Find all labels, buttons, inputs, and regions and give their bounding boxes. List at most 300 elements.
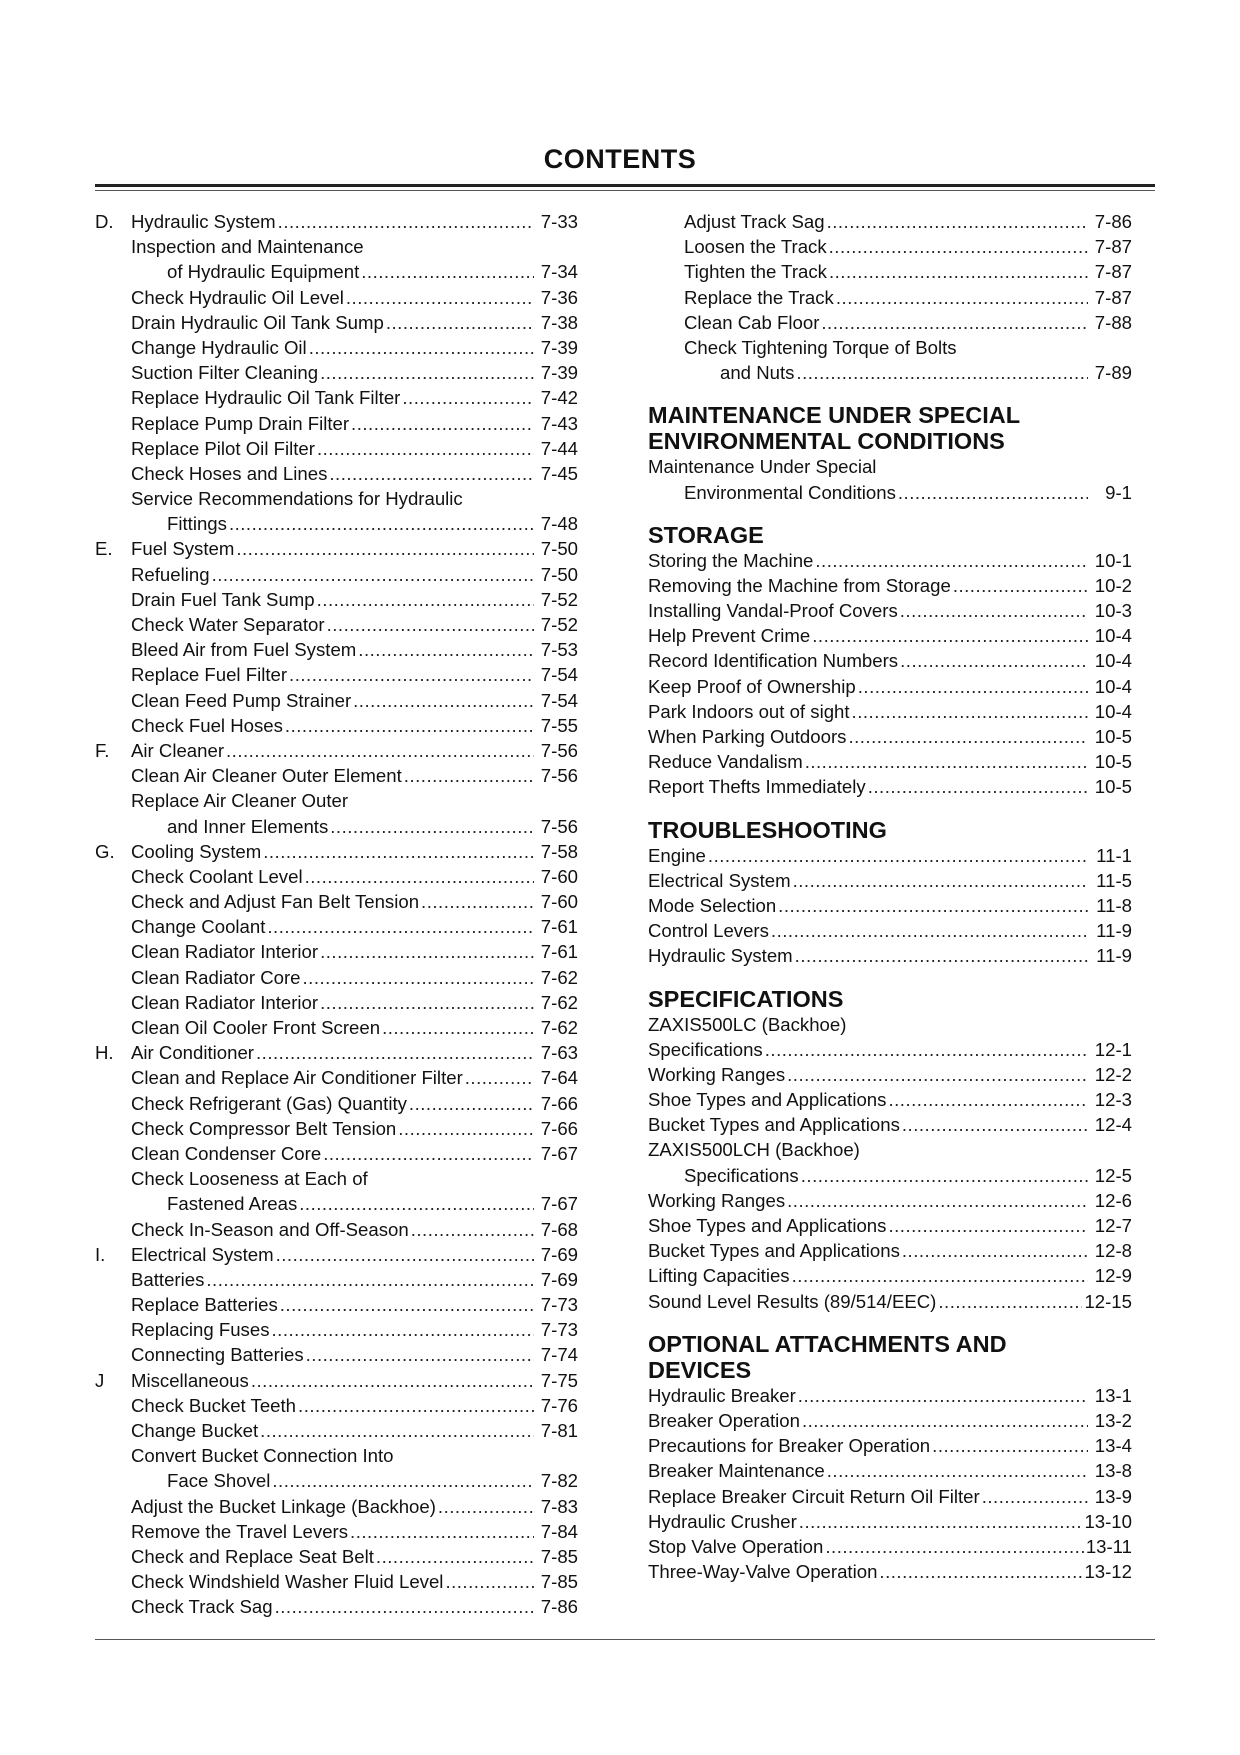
dot-leader	[409, 1091, 534, 1116]
dot-leader	[805, 749, 1088, 774]
dot-leader	[793, 868, 1088, 893]
toc-entry-title: Check Bucket Teeth	[131, 1394, 297, 1416]
toc-entry[interactable]	[95, 1317, 578, 1342]
dot-leader	[272, 1317, 535, 1342]
toc-entry-title: Keep Proof of Ownership	[648, 675, 856, 697]
section-letter: J	[95, 1369, 105, 1391]
toc-entry[interactable]	[95, 688, 578, 713]
dot-leader	[848, 724, 1088, 749]
toc-entry[interactable]	[648, 1112, 1132, 1137]
toc-entry[interactable]	[648, 1062, 1132, 1087]
toc-entry-title: Replace Batteries	[131, 1294, 278, 1316]
toc-page-number: 13-2	[1094, 1409, 1132, 1431]
toc-entry[interactable]	[648, 1012, 1132, 1037]
toc-entry-title: Working Ranges	[648, 1063, 786, 1085]
toc-entry-title: Shoe Types and Applications	[648, 1215, 887, 1236]
toc-entry[interactable]	[648, 573, 1132, 598]
toc-page-number: 10-5	[1094, 776, 1132, 798]
section-letter: D.	[95, 211, 114, 232]
toc-page-number: 7-44	[540, 437, 578, 459]
dot-leader	[815, 548, 1088, 573]
dot-leader	[386, 310, 534, 335]
toc-entry-title: Storing the Machine	[648, 549, 814, 571]
toc-entry[interactable]	[95, 1141, 578, 1166]
toc-entry[interactable]	[95, 864, 578, 889]
toc-entry[interactable]	[95, 788, 578, 813]
toc-entry-title: Change Coolant	[131, 916, 266, 938]
dot-leader	[353, 688, 534, 713]
toc-entry-title: Control Levers	[648, 920, 769, 942]
toc-entry-title: Inspection and Maintenance	[131, 236, 364, 258]
toc-entry[interactable]	[648, 1263, 1132, 1288]
toc-entry[interactable]	[648, 1509, 1132, 1534]
dot-leader	[953, 573, 1088, 598]
dot-leader	[361, 259, 534, 284]
toc-entry[interactable]	[95, 839, 578, 864]
toc-page-number: 7-61	[540, 916, 578, 938]
toc-entry[interactable]	[648, 1534, 1132, 1559]
toc-page-number: 12-9	[1094, 1265, 1132, 1287]
toc-page-number: 12-5	[1094, 1164, 1132, 1186]
toc-page-number: 7-85	[540, 1571, 578, 1593]
footer-rule	[95, 1639, 1155, 1640]
toc-entry[interactable]	[95, 436, 578, 461]
toc-entry-title: Check Compressor Belt Tension	[131, 1117, 397, 1139]
toc-page-number: 7-56	[540, 739, 578, 761]
toc-entry[interactable]	[95, 511, 578, 536]
toc-entry[interactable]	[648, 1213, 1132, 1238]
toc-page-number: 7-67	[540, 1193, 578, 1215]
dot-leader	[798, 1383, 1088, 1408]
section-heading: SPECIFICATIONS	[648, 985, 844, 1012]
dot-leader	[829, 259, 1088, 284]
toc-page-number: 7-60	[540, 865, 578, 887]
toc-entry[interactable]	[648, 1408, 1132, 1433]
toc-page-number: 7-68	[540, 1218, 578, 1240]
toc-entry[interactable]	[95, 662, 578, 687]
toc-entry-title: Fuel System	[131, 538, 235, 560]
toc-page-number: 10-4	[1094, 650, 1132, 672]
dot-leader	[327, 612, 534, 637]
toc-page-number: 7-53	[540, 639, 578, 661]
dot-leader	[888, 1087, 1088, 1112]
toc-entry-title: and Nuts	[720, 362, 795, 384]
toc-entry[interactable]	[648, 1037, 1132, 1062]
toc-page-number: 7-86	[1094, 211, 1132, 232]
toc-page-number: 7-86	[540, 1596, 578, 1618]
toc-page-number: 7-39	[540, 362, 578, 384]
toc-page-number: 7-50	[540, 563, 578, 585]
dot-leader	[351, 411, 534, 436]
dot-leader	[251, 1368, 534, 1393]
toc-page-number: 10-2	[1094, 574, 1132, 596]
toc-entry-title: Clean Oil Cooler Front Screen	[131, 1017, 381, 1038]
dot-leader	[329, 461, 534, 486]
toc-entry-title: Adjust the Bucket Linkage (Backhoe)	[131, 1495, 436, 1517]
toc-page-number: 7-87	[1094, 286, 1132, 308]
dot-leader	[827, 209, 1088, 234]
toc-page-number: 12-3	[1094, 1089, 1132, 1111]
dot-leader	[267, 914, 534, 939]
dot-leader	[879, 1559, 1082, 1584]
toc-entry-title: Drain Fuel Tank Sump	[131, 588, 315, 610]
section-heading: MAINTENANCE UNDER SPECIAL	[648, 402, 1021, 429]
dot-leader	[795, 943, 1088, 968]
dot-leader	[829, 234, 1088, 259]
toc-entry[interactable]	[95, 914, 578, 939]
toc-entry[interactable]	[95, 965, 578, 990]
dot-leader	[299, 1191, 534, 1216]
toc-entry-title: ZAXIS500LCH (Backhoe)	[648, 1139, 860, 1161]
toc-page-number: 13-9	[1094, 1485, 1132, 1507]
toc-entry[interactable]	[95, 1418, 578, 1443]
toc-entry[interactable]	[648, 1087, 1132, 1112]
toc-entry[interactable]	[95, 1368, 578, 1393]
toc-entry[interactable]	[95, 360, 578, 385]
dot-leader	[320, 939, 534, 964]
dot-leader	[765, 1037, 1088, 1062]
toc-entry[interactable]	[95, 1065, 578, 1090]
toc-page-number: 7-39	[540, 336, 578, 358]
dot-leader	[411, 1217, 534, 1242]
toc-entry[interactable]	[95, 587, 578, 612]
dot-leader	[938, 1289, 1082, 1314]
toc-page-number: 7-62	[540, 991, 578, 1013]
toc-entry[interactable]	[95, 939, 578, 964]
toc-entry-title: Change Hydraulic Oil	[131, 336, 307, 358]
toc-entry[interactable]	[648, 1137, 1132, 1162]
toc-entry-title: Specifications	[648, 1038, 763, 1060]
toc-page-number: 10-5	[1094, 751, 1132, 773]
dot-leader	[272, 1468, 534, 1493]
section-heading: TROUBLESHOOTING	[648, 816, 887, 843]
toc-entry-title: Park Indoors out of sight	[648, 700, 850, 722]
toc-entry[interactable]	[648, 724, 1132, 749]
toc-entry[interactable]	[95, 335, 578, 360]
toc-entry-title: Hydraulic System	[131, 211, 276, 232]
toc-page-number: 7-87	[1094, 261, 1132, 283]
section-letter: G.	[95, 840, 115, 862]
dot-leader	[317, 587, 534, 612]
toc-page-number: 7-76	[540, 1394, 578, 1416]
dot-leader	[821, 310, 1088, 335]
dot-leader	[708, 843, 1088, 868]
toc-entry[interactable]	[95, 637, 578, 662]
toc-entry[interactable]	[95, 1342, 578, 1367]
toc-entry[interactable]	[95, 763, 578, 788]
toc-page-number: 7-75	[540, 1369, 578, 1391]
toc-entry-title: Bleed Air from Fuel System	[131, 639, 357, 661]
toc-entry[interactable]	[648, 699, 1132, 724]
toc-entry[interactable]	[648, 335, 1132, 360]
toc-page-number: 7-69	[540, 1243, 578, 1265]
toc-entry-title: Check Windshield Washer Fluid Level	[131, 1571, 444, 1593]
toc-page-number: 7-61	[540, 941, 578, 963]
toc-entry[interactable]	[648, 1238, 1132, 1263]
toc-page-number: 12-2	[1094, 1063, 1132, 1085]
toc-entry[interactable]	[95, 612, 578, 637]
toc-entry[interactable]	[95, 1292, 578, 1317]
toc-entry[interactable]	[648, 1559, 1132, 1584]
toc-entry-title: Check Track Sag	[131, 1596, 273, 1618]
toc-entry[interactable]	[648, 360, 1132, 385]
toc-entry[interactable]	[95, 738, 578, 763]
toc-page-number: 11-8	[1096, 894, 1132, 916]
toc-entry[interactable]	[95, 259, 578, 284]
toc-entry[interactable]	[95, 1468, 578, 1493]
dot-leader	[836, 285, 1088, 310]
toc-entry[interactable]	[648, 868, 1132, 893]
toc-page-number: 12-6	[1094, 1189, 1132, 1211]
toc-entry-title: Clean Radiator Core	[131, 966, 301, 988]
toc-page-number: 12-15	[1084, 1290, 1132, 1312]
dot-leader	[858, 674, 1088, 699]
toc-page-number: 7-52	[540, 614, 578, 635]
toc-entry[interactable]	[648, 1484, 1132, 1509]
toc-page-number: 7-33	[540, 211, 578, 232]
toc-entry[interactable]	[95, 461, 578, 486]
toc-entry[interactable]	[648, 548, 1132, 573]
dot-leader	[256, 1040, 534, 1065]
toc-entry[interactable]	[648, 843, 1132, 868]
toc-entry-title: Check Hydraulic Oil Level	[131, 286, 344, 308]
toc-entry-title: Removing the Machine from Storage	[648, 574, 951, 596]
toc-entry[interactable]	[95, 536, 578, 561]
toc-entry-title: Installing Vandal-Proof Covers	[648, 600, 898, 622]
toc-entry[interactable]	[648, 918, 1132, 943]
toc-page-number: 7-69	[540, 1268, 578, 1290]
toc-entry[interactable]	[95, 310, 578, 335]
toc-entry[interactable]	[95, 1569, 578, 1594]
toc-entry-title: Lifting Capacities	[648, 1265, 790, 1287]
toc-entry[interactable]	[95, 209, 578, 234]
toc-entry[interactable]	[648, 1188, 1132, 1213]
toc-entry[interactable]	[648, 749, 1132, 774]
toc-entry-title: Specifications	[684, 1164, 799, 1186]
toc-entry[interactable]	[648, 454, 1132, 479]
toc-entry-title: Reduce Vandalism	[648, 751, 803, 773]
section-letter: H.	[95, 1042, 114, 1064]
dot-leader	[932, 1433, 1088, 1458]
toc-entry-title: Stop Valve Operation	[648, 1535, 824, 1557]
toc-entry[interactable]	[95, 562, 578, 587]
toc-page-number: 7-45	[540, 462, 578, 484]
toc-page-number: 12-1	[1094, 1038, 1132, 1060]
toc-entry[interactable]	[648, 1289, 1132, 1314]
toc-page-number: 13-4	[1094, 1435, 1132, 1457]
toc-page-number: 7-73	[540, 1294, 578, 1316]
dot-leader	[902, 1238, 1088, 1263]
dot-leader	[982, 1484, 1088, 1509]
toc-page-number: 11-9	[1096, 945, 1132, 967]
toc-entry[interactable]	[648, 1458, 1132, 1483]
toc-entry-title: Hydraulic System	[648, 945, 793, 967]
toc-entry-title: Check In-Season and Off-Season	[131, 1218, 409, 1240]
page-title: CONTENTS	[543, 144, 697, 174]
toc-entry[interactable]	[648, 209, 1132, 234]
dot-leader	[404, 763, 534, 788]
toc-entry[interactable]	[95, 411, 578, 436]
toc-entry[interactable]	[95, 234, 578, 259]
toc-entry-title: Clean Radiator Interior	[131, 991, 319, 1013]
toc-entry-title: Air Cleaner	[131, 739, 225, 761]
toc-entry-title: Cooling System	[131, 840, 262, 862]
toc-entry[interactable]	[95, 486, 578, 511]
toc-entry[interactable]	[648, 648, 1132, 673]
toc-page-number: 7-87	[1094, 236, 1132, 258]
toc-entry[interactable]	[95, 1166, 578, 1191]
toc-page-number: 12-8	[1094, 1240, 1132, 1262]
toc-entry-title: Check Fuel Hoses	[131, 714, 283, 736]
toc-right-column	[648, 209, 1132, 1584]
toc-entry-title: Check Tightening Torque of Bolts	[684, 336, 957, 358]
toc-page-number: 7-81	[540, 1420, 578, 1441]
toc-entry[interactable]	[95, 1519, 578, 1544]
toc-entry-title: Clean and Replace Air Conditioner Filter	[131, 1067, 463, 1089]
toc-entry[interactable]	[95, 1015, 578, 1040]
toc-entry[interactable]	[648, 259, 1132, 284]
toc-page-number: 7-38	[540, 311, 578, 333]
toc-entry-title: Working Ranges	[648, 1189, 786, 1211]
toc-page-number: 10-3	[1094, 600, 1132, 622]
toc-entry-title: Replace Fuel Filter	[131, 664, 288, 686]
toc-page-number: 11-5	[1096, 869, 1132, 891]
toc-entry-title: Electrical System	[648, 869, 791, 891]
toc-entry[interactable]	[95, 1443, 578, 1468]
dot-leader	[888, 1213, 1088, 1238]
section-heading: STORAGE	[648, 521, 764, 548]
dot-leader	[852, 699, 1088, 724]
toc-entry[interactable]	[648, 310, 1132, 335]
toc-entry-title: When Parking Outdoors	[648, 726, 847, 747]
toc-entry[interactable]	[648, 1383, 1132, 1408]
dot-leader	[226, 738, 534, 763]
toc-entry-title: Shoe Types and Applications	[648, 1089, 887, 1111]
toc-entry-title: Connecting Batteries	[131, 1344, 304, 1366]
toc-page-number: 7-88	[1094, 311, 1132, 333]
dot-leader	[358, 637, 534, 662]
toc-entry[interactable]	[95, 1544, 578, 1569]
toc-entry[interactable]	[648, 1163, 1132, 1188]
toc-entry[interactable]	[95, 814, 578, 839]
toc-entry[interactable]	[95, 1267, 578, 1292]
toc-page-number: 9-1	[1105, 481, 1132, 503]
dot-leader	[898, 480, 1088, 505]
toc-page-number: 7-43	[540, 412, 578, 434]
toc-entry-title: Replace Air Cleaner Outer	[131, 790, 349, 812]
toc-page-number: 10-4	[1094, 675, 1132, 697]
toc-page-number: 7-60	[540, 891, 578, 913]
toc-entry[interactable]	[95, 1040, 578, 1065]
toc-entry[interactable]	[648, 234, 1132, 259]
toc-entry[interactable]	[95, 1116, 578, 1141]
section-heading: ENVIRONMENTAL CONDITIONS	[648, 428, 1005, 455]
dot-leader	[402, 385, 534, 410]
toc-entry[interactable]	[95, 1091, 578, 1116]
toc-entry[interactable]	[648, 480, 1132, 505]
toc-page-number: 7-73	[540, 1319, 578, 1341]
toc-entry[interactable]	[648, 598, 1132, 623]
toc-entry[interactable]	[95, 1191, 578, 1216]
toc-page-number: 7-50	[540, 538, 578, 560]
toc-entry-title: Replace Pump Drain Filter	[131, 412, 350, 434]
dot-leader	[421, 889, 534, 914]
toc-entry[interactable]	[95, 1242, 578, 1267]
toc-entry[interactable]	[95, 285, 578, 310]
toc-entry-title: Environmental Conditions	[684, 481, 896, 503]
dot-leader	[376, 1544, 534, 1569]
toc-page-number: 7-56	[540, 765, 578, 787]
dot-leader	[229, 511, 534, 536]
toc-entry-title: Check and Replace Seat Belt	[131, 1545, 374, 1567]
toc-entry[interactable]	[95, 1494, 578, 1519]
toc-page-number: 7-66	[540, 1092, 578, 1114]
toc-page-number: 7-58	[540, 840, 578, 862]
dot-leader	[868, 774, 1088, 799]
dot-leader	[382, 1015, 534, 1040]
toc-page-number: 7-55	[540, 714, 578, 736]
toc-page-number: 7-62	[540, 966, 578, 988]
toc-entry-title: Mode Selection	[648, 894, 777, 916]
dot-leader	[902, 1112, 1088, 1137]
toc-entry[interactable]	[648, 623, 1132, 648]
dot-leader	[212, 562, 534, 587]
toc-entry[interactable]	[95, 889, 578, 914]
toc-entry-title: Hydraulic Breaker	[648, 1384, 796, 1406]
toc-entry[interactable]	[95, 1393, 578, 1418]
toc-page-number: 7-42	[540, 387, 578, 409]
toc-entry[interactable]	[95, 713, 578, 738]
toc-page-number: 7-52	[540, 588, 578, 610]
toc-entry[interactable]	[648, 674, 1132, 699]
dot-leader	[900, 598, 1088, 623]
toc-entry[interactable]	[648, 893, 1132, 918]
toc-entry-title: Clean Condenser Core	[131, 1142, 322, 1164]
toc-entry[interactable]	[95, 990, 578, 1015]
toc-entry-title: Replacing Fuses	[131, 1319, 270, 1341]
toc-page-number: 13-8	[1094, 1460, 1132, 1482]
dot-leader	[438, 1494, 534, 1519]
toc-entry[interactable]	[648, 1433, 1132, 1458]
toc-entry[interactable]	[648, 774, 1132, 799]
toc-page-number: 7-89	[1094, 362, 1132, 384]
section-heading: OPTIONAL ATTACHMENTS AND	[648, 1330, 1007, 1357]
toc-entry[interactable]	[95, 385, 578, 410]
toc-entry-title: Replace Breaker Circuit Return Oil Filter	[648, 1485, 980, 1507]
toc-page-number: 7-34	[540, 261, 578, 283]
section-letter: F.	[95, 739, 110, 761]
toc-entry[interactable]	[648, 943, 1132, 968]
dot-leader	[306, 1342, 534, 1367]
toc-entry-title: Electrical System	[131, 1243, 274, 1265]
toc-entry[interactable]	[648, 285, 1132, 310]
toc-page-number: 7-74	[540, 1344, 578, 1366]
toc-entry-title: Drain Hydraulic Oil Tank Sump	[131, 311, 384, 333]
toc-entry-title: Clean Air Cleaner Outer Element	[131, 765, 402, 787]
toc-entry-title: Breaker Maintenance	[648, 1460, 825, 1482]
dot-leader	[298, 1393, 534, 1418]
toc-entry-title: Face Shovel	[167, 1470, 271, 1492]
toc-entry-title: Fastened Areas	[167, 1193, 298, 1215]
dot-leader	[350, 1519, 534, 1544]
toc-entry-title: Refueling	[131, 563, 210, 585]
toc-entry[interactable]	[95, 1594, 578, 1619]
dot-leader	[787, 1062, 1088, 1087]
toc-entry[interactable]	[95, 1217, 578, 1242]
dot-leader	[309, 335, 534, 360]
dot-leader	[323, 1141, 534, 1166]
toc-entry-title: Check Refrigerant (Gas) Quantity	[131, 1092, 407, 1114]
